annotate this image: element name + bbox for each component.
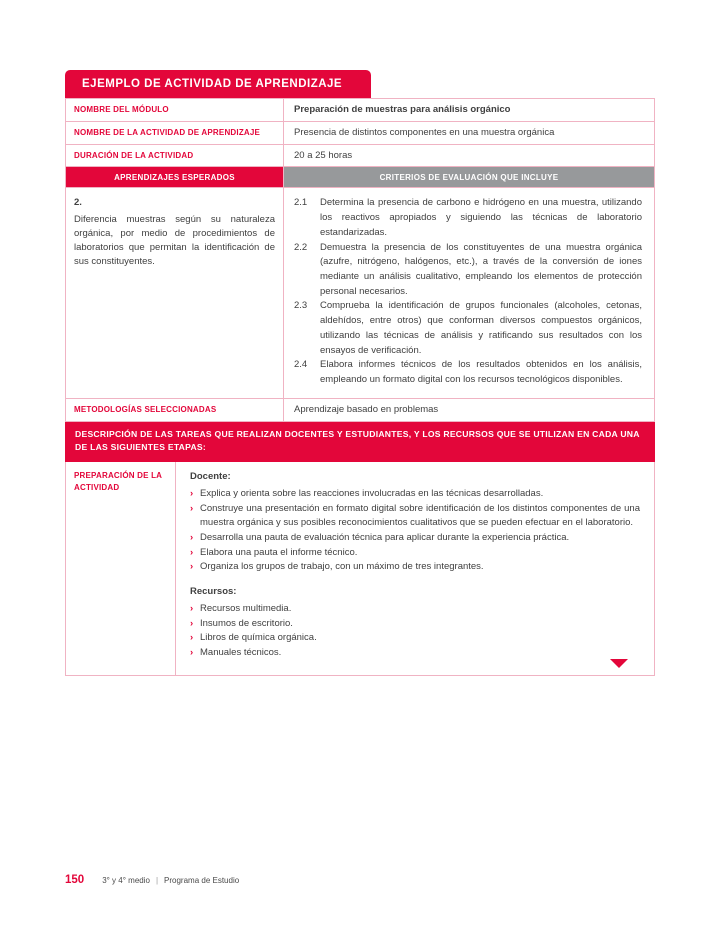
row-label-duration: DURACIÓN DE LA ACTIVIDAD [66,145,284,167]
preparation-body [176,462,654,675]
list-item [190,602,640,617]
page-number: 150 [65,874,85,886]
chevron-bullet-icon: › [190,602,194,614]
activity-table [65,98,655,422]
criteria-text: Demuestra la presencia de los constituyentes de una muestra orgánica (azufre, nitrógeno, halógenos, etc.), a través de la conversión de iones mediante un análisis cualitativo, empleando los elementos de protección personal necesarios. [320,241,642,297]
row-label-methodology: METODOLOGÍAS SELECCIONADAS [66,399,284,421]
document-page [65,70,655,676]
footer-separator: | [155,876,159,885]
criteria-list [284,188,654,397]
expected-learning-text: Diferencia muestras según su naturaleza orgánica, por medio de procedimientos de laboratorios que permitan la identificación de sus constituyentes. [74,213,275,268]
list-item [190,546,640,561]
list-item [190,502,640,531]
list-item-text: Construye una presentación en formato digital sobre identificación de los distintos componentes de una muestra orgánica y sus posibles reconocimientos cualitativos que se pueden efectuar en el laboratorio. [200,502,640,529]
list-item [190,560,640,575]
description-banner: DESCRIPCIÓN DE LAS TAREAS QUE REALIZAN DOCENTES Y ESTUDIANTES, Y LOS RECURSOS QUE SE UTILIZAN EN CADA UNA DE LAS SIGUIENTES ETAPAS: [65,422,655,463]
chevron-bullet-icon: › [190,561,194,573]
page-footer [65,874,239,886]
docente-heading: Docente: [190,471,231,483]
expected-learning-cell [66,188,284,397]
list-item [190,646,640,661]
criteria-item [294,358,642,387]
criteria-text: Comprueba la identificación de grupos funcionales (alcoholes, cetonas, aldehídos, entre otros) que conforman diversos compuestos orgánicos, utilizando las técnicas de análisis y ratificando sus resultados con los ensayos de verificación. [320,300,642,356]
row-value-methodology: Aprendizaje basado en problemas [294,403,439,415]
table-row [66,99,654,122]
list-item-text: Organiza los grupos de trabajo, con un máximo de tres integrantes. [200,561,484,573]
table-row [66,145,654,168]
criteria-item [294,196,642,240]
list-item-text: Explica y orienta sobre las reacciones involucradas en las técnicas desarrolladas. [200,487,544,499]
preparation-section [65,462,655,676]
chevron-bullet-icon: › [190,647,194,658]
chevron-bullet-icon: › [190,617,194,629]
row-value-module: Preparación de muestras para análisis orgánico [294,104,511,115]
docente-list [190,487,640,575]
row-label-module: NOMBRE DEL MÓDULO [66,99,284,121]
column-header-expected-learning: APRENDIZAJES ESPERADOS [66,167,284,187]
criteria-number: 2.1 [294,197,308,209]
criteria-number: 2.2 [294,241,308,253]
continuation-arrow-icon [610,659,628,668]
row-value-activity-name: Presencia de distintos componentes en una muestra orgánica [294,126,555,138]
list-item-text: Libros de química orgánica. [200,632,317,644]
list-item-text: Desarrolla una pauta de evaluación técnica para aplicar durante la experiencia práctica. [200,531,570,543]
recursos-heading: Recursos: [190,586,237,598]
chevron-bullet-icon: › [190,487,194,499]
recursos-list [190,602,640,661]
page-title-banner [65,70,371,98]
chevron-bullet-icon: › [190,632,194,644]
criteria-item [294,299,642,358]
table-row [66,122,654,145]
list-item [190,617,640,632]
row-value-duration: 20 a 25 horas [294,149,353,161]
row-label-activity-name: NOMBRE DE LA ACTIVIDAD DE APRENDIZAJE [66,122,284,144]
column-header-row [66,167,654,188]
list-item-text: Insumos de escritorio. [200,617,293,629]
footer-grade-label: 3° y 4° medio [102,876,150,885]
column-header-criteria: CRITERIOS DE EVALUACIÓN QUE INCLUYE [284,167,654,187]
list-item-text: Elabora una pauta el informe técnico. [200,546,358,558]
criteria-number: 2.4 [294,359,308,371]
list-item [190,531,640,546]
criteria-text: Determina la presencia de carbono e hidrógeno en una muestra, utilizando los reactivos apropiados y siguiendo las técnicas de laboratorio estandarizadas. [320,197,642,238]
table-row [66,399,654,421]
expected-learning-number: 2. [74,197,82,209]
page-title: EJEMPLO DE ACTIVIDAD DE APRENDIZAJE [82,78,343,90]
criteria-number: 2.3 [294,300,308,312]
chevron-bullet-icon: › [190,502,194,514]
footer-text [102,876,239,885]
chevron-bullet-icon: › [190,546,194,558]
list-item [190,631,640,646]
criteria-text: Elabora informes técnicos de los resultados obtenidos en los análisis, empleando un formato digital con los recursos tecnológicos disponibles. [320,359,642,386]
list-item-text: Recursos multimedia. [200,602,292,614]
preparation-label: PREPARACIÓN DE LA ACTIVIDAD [66,462,176,675]
chevron-bullet-icon: › [190,531,194,543]
footer-program-label: Programa de Estudio [164,876,240,885]
list-item-text: Manuales técnicos. [200,647,282,658]
criteria-item [294,241,642,300]
list-item [190,487,640,502]
learning-content-row [66,188,654,398]
